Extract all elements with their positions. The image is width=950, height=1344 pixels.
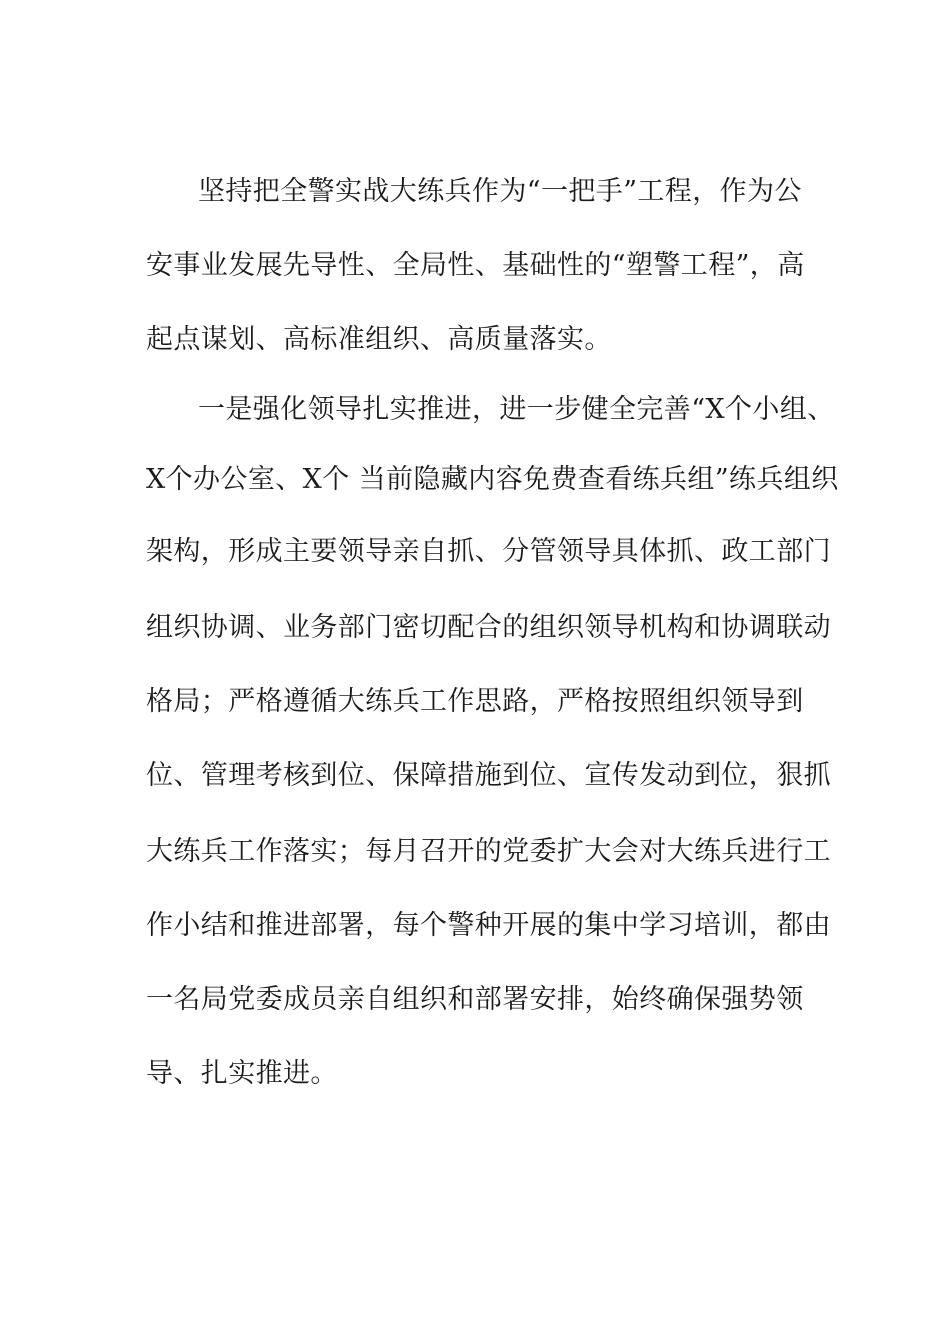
text-line: 坚持把全警实战大练兵作为“一把手”工程，作为公 <box>198 176 802 207</box>
text-line: X个办公室、X个 当前隐藏内容免费查看练兵组”练兵组织 <box>146 464 839 495</box>
text-line: 一是强化领导扎实推进，进一步健全完善“X个小组、 <box>198 394 835 425</box>
text-line: 一名局党委成员亲自组织和部署安排，始终确保强势领 <box>146 984 804 1015</box>
text-line: 安事业发展先导性、全局性、基础性的“塑警工程”，高 <box>146 250 805 281</box>
text-line: 作小结和推进部署，每个警种开展的集中学习培训，都由 <box>146 910 831 941</box>
text-line: 大练兵工作落实；每月召开的党委扩大会对大练兵进行工 <box>146 836 831 867</box>
text-line: 格局；严格遵循大练兵工作思路，严格按照组织领导到 <box>146 686 804 717</box>
text-line: 位、管理考核到位、保障措施到位、宣传发动到位，狠抓 <box>146 760 831 791</box>
text-line: 起点谋划、高标准组织、高质量落实。 <box>146 324 612 355</box>
text-line: 导、扎实推进。 <box>146 1058 338 1089</box>
text-line: 组织协调、业务部门密切配合的组织领导机构和协调联动 <box>146 612 831 643</box>
text-line: 架构，形成主要领导亲自抓、分管领导具体抓、政工部门 <box>146 536 831 567</box>
